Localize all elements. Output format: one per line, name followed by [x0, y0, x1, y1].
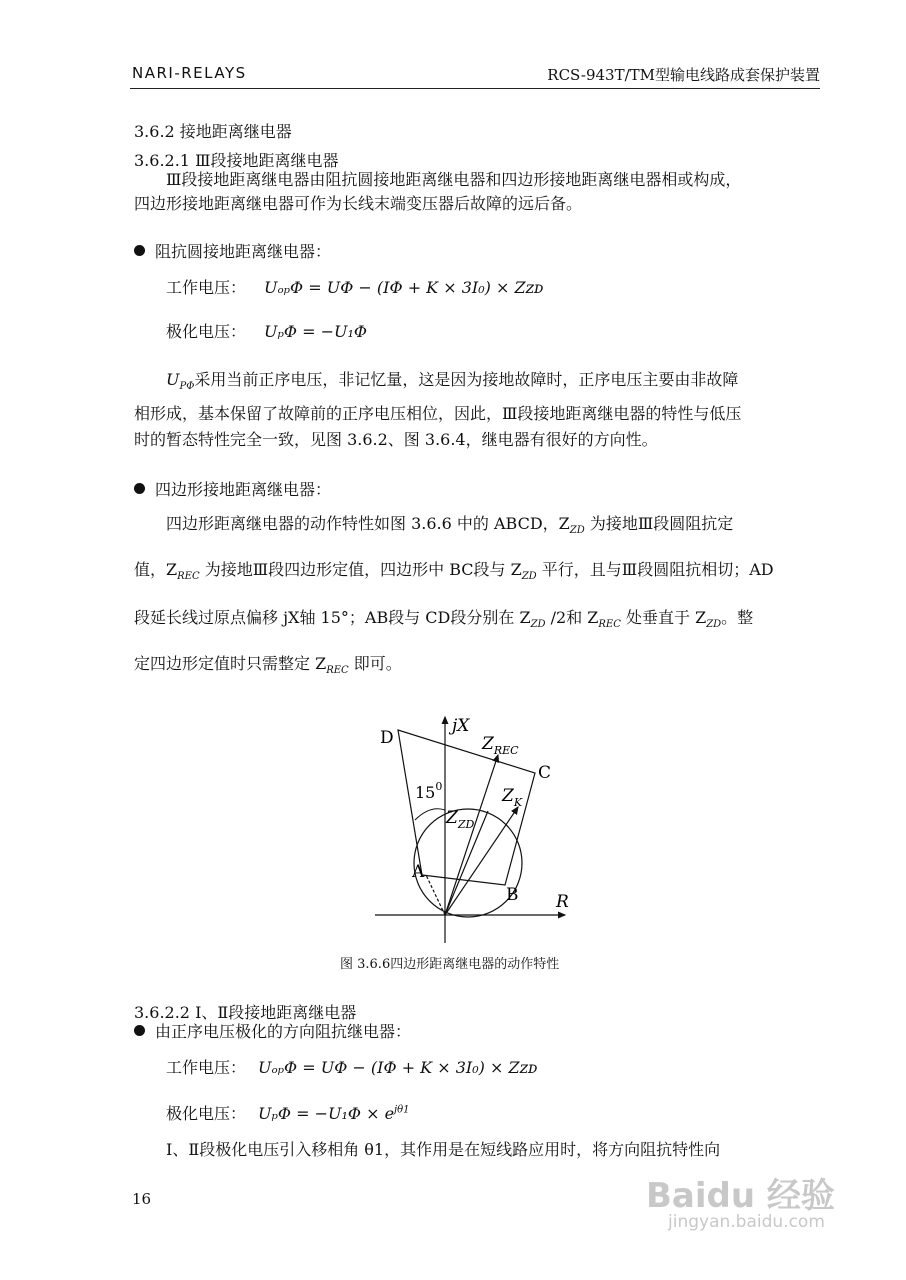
label-angle: $15^0$ [415, 780, 443, 802]
quadrilateral-characteristic-diagram [360, 705, 590, 950]
bullet-dot-icon [134, 1025, 145, 1036]
quad-line-3: 段延长线过原点偏移 jX轴 15°；AB段与 CD段分别在 $Z_{ZD}$ /2和 $Z_{REC}$ 处垂直于 $Z_{ZD}$。整 [134, 608, 754, 631]
section-heading-3622: 3.6.2.2 Ⅰ、Ⅱ段接地距离继电器 [134, 1003, 357, 1022]
watermark-brand: Baidu 经验 [646, 1176, 835, 1216]
work-voltage-formula: UₒₚΦ = UΦ − (IΦ + K × 3I₀) × Zᴢᴅ [264, 278, 544, 297]
quad-line-2: 值，$Z_{REC}$ 为接地Ⅲ段四边形定值，四边形中 BC段与 $Z_{ZD}$ 平行，且与Ⅲ段圆阻抗相切；AD [134, 560, 774, 583]
zrec-vector [445, 755, 498, 915]
label-d: D [380, 728, 394, 748]
bullet-dot-icon [134, 245, 145, 256]
bullet-circle-relay: 阻抗圆接地距离继电器： [134, 244, 331, 260]
section-heading-362: 3.6.2 接地距离继电器 [134, 122, 292, 141]
page-number: 16 [132, 1190, 152, 1208]
label-zrec: $Z_{REC}$ [482, 734, 519, 757]
intro-line-1: Ⅲ段接地距离继电器由阻抗圆接地距离继电器和四边形接地距离继电器相或构成， [166, 170, 742, 189]
label-b: B [506, 885, 519, 905]
pol-voltage-label-2: 极化电压： [166, 1104, 247, 1123]
pol-voltage-label: 极化电压： [166, 322, 247, 341]
upf-line-3: 时的暂态特性完全一致，见图 3.6.2、图 3.6.4，继电器有很好的方向性。 [134, 430, 658, 449]
ad-extension-dashed [426, 875, 445, 915]
label-jx: jX [452, 716, 470, 736]
header-rule [130, 88, 820, 89]
bullet-dot-icon [134, 483, 145, 494]
pol-voltage-formula: UₚΦ = −U₁Φ [264, 322, 367, 341]
quad-line-4: 定四边形定值时只需整定 $Z_{REC}$ 即可。 [134, 654, 402, 677]
upf-line-1: $U_{P\Phi}$采用当前正序电压，非记忆量，这是因为接地故障时，正序电压主要由非故障 [166, 370, 739, 393]
intro-line-2: 四边形接地距离继电器可作为长线末端变压器后故障的远后备。 [134, 194, 583, 213]
bullet-quad-relay: 四边形接地距离继电器： [134, 482, 331, 498]
work-voltage-formula-2: UₒₚΦ = UΦ − (IΦ + K × 3I₀) × Zᴢᴅ [258, 1058, 538, 1077]
bullet-dir-relay: 由正序电压极化的方向阻抗继电器： [134, 1024, 411, 1040]
section-heading-3621: 3.6.2.1 Ⅲ段接地距离继电器 [134, 151, 339, 170]
upf-line-2: 相形成，基本保留了故障前的正序电压相位，因此，Ⅲ段接地距离继电器的特性与低压 [134, 404, 742, 423]
label-zzd: $Z_{ZD}$ [446, 808, 475, 831]
label-a: A [412, 862, 425, 882]
work-voltage-label-2: 工作电压： [166, 1058, 247, 1077]
angle-arc [415, 809, 445, 820]
watermark-url: jingyan.baidu.com [668, 1212, 825, 1232]
label-r: R [556, 892, 569, 912]
last-line: Ⅰ、Ⅱ段极化电压引入移相角 θ1，其作用是在短线路应用时，将方向阻抗特性向 [166, 1140, 721, 1159]
work-voltage-label: 工作电压： [166, 278, 247, 297]
header-title: RCS-943T/TM型输电线路成套保护装置 [547, 66, 820, 84]
figure-caption: 图 3.6.6四边形距离继电器的动作特性 [340, 957, 560, 972]
label-c: C [538, 763, 552, 783]
pol-voltage-formula-2: $U_p\Phi = -U_1\Phi \times e^{j\theta 1}$ [258, 1104, 410, 1123]
label-zk: $Z_K$ [502, 786, 523, 809]
header-brand: NARI-RELAYS [132, 64, 247, 82]
quad-line-1: 四边形距离继电器的动作特性如图 3.6.6 中的 ABCD，$Z_{ZD}$ 为接地Ⅲ段圆阻抗定 [166, 514, 734, 537]
